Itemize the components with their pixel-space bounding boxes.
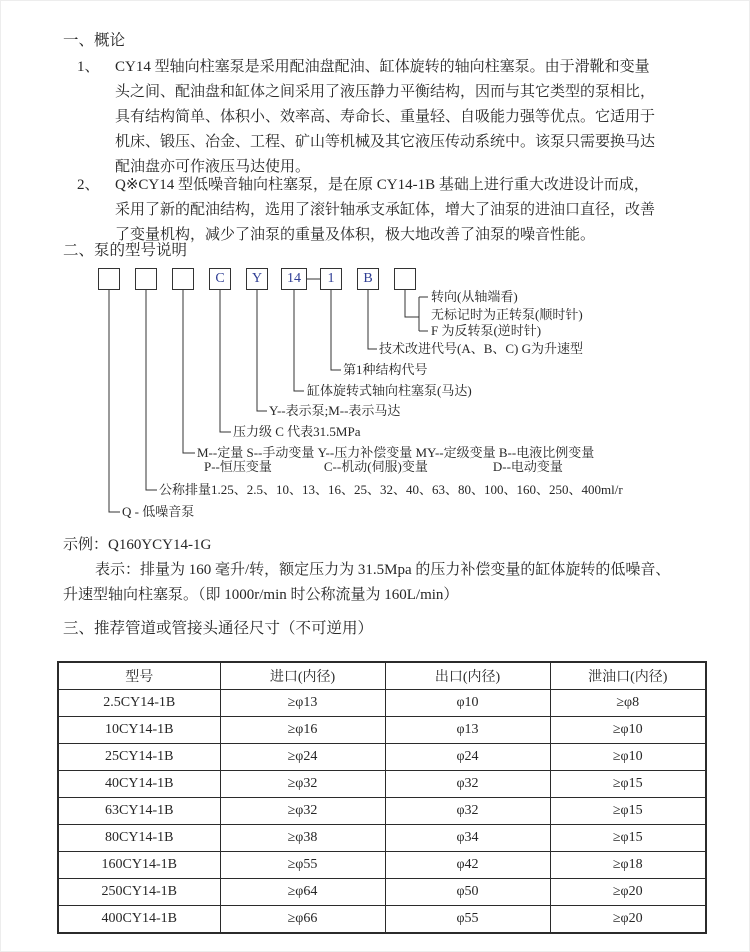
table-cell: φ13 [385, 717, 550, 744]
table-row [58, 825, 706, 852]
section3-heading: 三、推荐管道或管接头通径尺寸（不可逆用） [63, 620, 374, 637]
callout-structure-code: 第1种结构代号 [343, 362, 428, 377]
table-cell: ≥φ13 [220, 690, 385, 717]
table-cell: φ55 [385, 906, 550, 934]
table-cell: 250CY14-1B [58, 879, 220, 906]
table-cell: 80CY14-1B [58, 825, 220, 852]
item1-line: 头之间、配油盘和缸体之间采用了液压静力平衡结构，因而与其它类型的泵相比， [115, 84, 656, 100]
model-code-box-prefix [98, 268, 120, 290]
callout-rotation-title: 转向(从轴端看) [431, 289, 518, 304]
item1-number: 1、 [77, 59, 100, 75]
table-cell: ≥φ18 [550, 852, 706, 879]
table-cell: φ32 [385, 771, 550, 798]
table-cell: ≥φ32 [220, 771, 385, 798]
callout-rotation-cw: 无标记时为正转泵(顺时针) [431, 307, 583, 322]
section2-heading: 二、泵的型号说明 [63, 242, 188, 259]
table-cell: 25CY14-1B [58, 744, 220, 771]
model-code-box-c: C [209, 268, 231, 290]
pipe-size-table [57, 661, 707, 934]
table-cell: ≥φ38 [220, 825, 385, 852]
table-header-drain: 泄油口(内径) [550, 662, 706, 690]
table-row [58, 879, 706, 906]
table-cell: ≥φ8 [550, 690, 706, 717]
table-cell: ≥φ15 [550, 825, 706, 852]
table-cell: φ32 [385, 798, 550, 825]
table-cell: 160CY14-1B [58, 852, 220, 879]
section1-heading: 一、概论 [63, 32, 126, 49]
table-cell: φ24 [385, 744, 550, 771]
table-cell: 63CY14-1B [58, 798, 220, 825]
callout-rotation-ccw: F 为反转泵(逆时针) [431, 323, 542, 338]
table-cell: 10CY14-1B [58, 717, 220, 744]
table-row [58, 690, 706, 717]
table-cell: 40CY14-1B [58, 771, 220, 798]
callout-cylinder-type: 缸体旋转式轴向柱塞泵(马达) [307, 383, 472, 398]
item2-number: 2、 [77, 177, 100, 193]
table-header-outlet: 出口(内径) [385, 662, 550, 690]
table-cell: ≥φ20 [550, 879, 706, 906]
callout-tech-code: 技术改进代号(A、B、C) G为升速型 [379, 341, 584, 356]
table-body [58, 690, 706, 934]
table-cell: ≥φ10 [550, 717, 706, 744]
table-row [58, 717, 706, 744]
table-header-row [58, 662, 706, 690]
table-row [58, 744, 706, 771]
callout-variant-line2: P--恒压变量 C--机动(伺服)变量 D--电动变量 [204, 459, 563, 474]
callout-low-noise: Q - 低噪音泵 [122, 504, 195, 519]
example-line: 表示：排量为 160 毫升/转，额定压力为 31.5Mpa 的压力补偿变量的缸体旋转的低噪音、 [95, 562, 671, 578]
callout-variant-line1: M--定量 S--手动变量 Y--压力补偿变量 MY--定级变量 B--电液比例变量 [197, 445, 595, 460]
example-line: 升速型轴向柱塞泵。（即 1000r/min 时公称流量为 160L/min） [63, 587, 459, 603]
table-cell: φ50 [385, 879, 550, 906]
table-cell: φ34 [385, 825, 550, 852]
item2-line: 采用了新的配油结构，选用了滚针轴承支承缸体，增大了油泵的进油口直径，改善 [115, 202, 656, 218]
item2-line: 了变量机构，减少了油泵的重量及体积，极大地改善了油泵的噪音性能。 [115, 227, 596, 243]
example-title: 示例：Q160YCY14-1G [63, 537, 212, 553]
table-cell: 2.5CY14-1B [58, 690, 220, 717]
table-cell: ≥φ32 [220, 798, 385, 825]
callout-pump-or-motor: Y--表示泵;M--表示马达 [269, 403, 401, 418]
model-code-box-variant [172, 268, 194, 290]
callout-pressure-class: 压力级 C 代表31.5MPa [233, 424, 361, 439]
model-code-box-y: Y [246, 268, 268, 290]
table-cell: φ10 [385, 690, 550, 717]
item1-line: 机床、锻压、冶金、工程、矿山等机械及其它液压传动系统中。该泵只需要换马达 [115, 134, 656, 150]
callout-displacement: 公称排量1.25、2.5、10、13、16、25、32、40、63、80、100、160、250、400ml/r [159, 482, 623, 497]
table-row [58, 798, 706, 825]
item1-line: 具有结构简单、体积小、效率高、寿命长、重量轻、自吸能力强等优点。它适用于 [115, 109, 656, 125]
table-cell: φ42 [385, 852, 550, 879]
model-code-box-b: B [357, 268, 379, 290]
model-code-box-14: 14 [281, 268, 307, 290]
item1-line: 配油盘亦可作液压马达使用。 [115, 159, 311, 175]
table-cell: ≥φ15 [550, 771, 706, 798]
item1-line: CY14 型轴向柱塞泵是采用配油盘配油、缸体旋转的轴向柱塞泵。由于滑靴和变量 [115, 59, 650, 75]
table-header-inlet: 进口(内径) [220, 662, 385, 690]
table-cell: ≥φ15 [550, 798, 706, 825]
table-cell: ≥φ66 [220, 906, 385, 934]
model-code-box-1: 1 [320, 268, 342, 290]
table-cell: ≥φ20 [550, 906, 706, 934]
table-row [58, 771, 706, 798]
table-cell: ≥φ16 [220, 717, 385, 744]
item2-line: Q※CY14 型低噪音轴向柱塞泵，是在原 CY14-1B 基础上进行重大改进设计而成， [115, 177, 649, 193]
table-cell: ≥φ55 [220, 852, 385, 879]
model-code-box-displacement [135, 268, 157, 290]
table-cell: ≥φ24 [220, 744, 385, 771]
table-header-model: 型号 [58, 662, 220, 690]
table-cell: ≥φ64 [220, 879, 385, 906]
table-cell: ≥φ10 [550, 744, 706, 771]
table-cell: 400CY14-1B [58, 906, 220, 934]
model-code-box-rotation [394, 268, 416, 290]
table-row [58, 906, 706, 934]
table-row [58, 852, 706, 879]
